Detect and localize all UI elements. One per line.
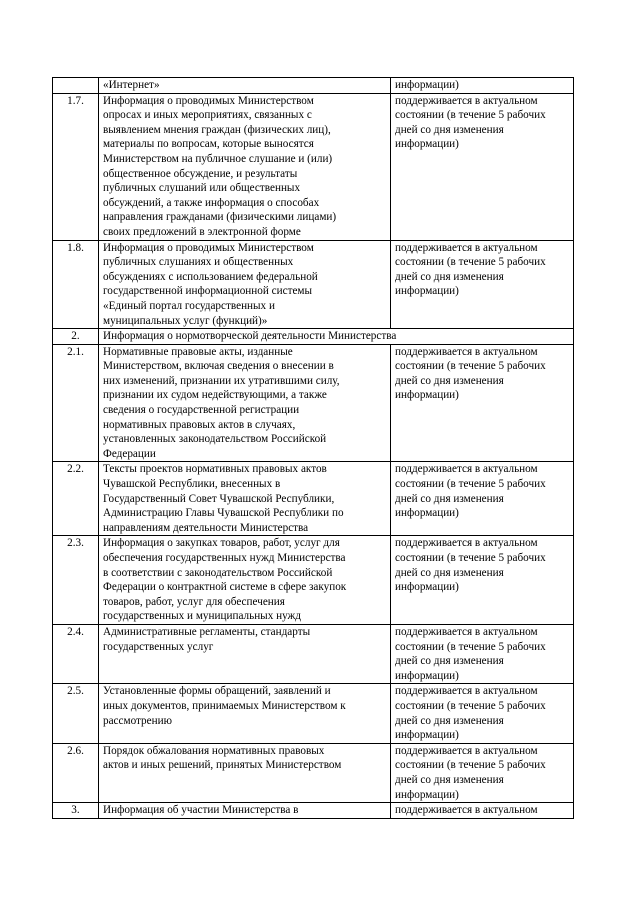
row-number: 2.4. [53, 624, 99, 683]
row-number: 1.7. [53, 93, 99, 240]
row-frequency: поддерживается в актуальном состоянии (в течение 5 рабочих дней со дня изменения информации) [391, 462, 574, 536]
row-number: 2.5. [53, 684, 99, 743]
row-description: Порядок обжалования нормативных правовых актов и иных решений, принятых Министерством [99, 743, 391, 802]
table-row [53, 536, 574, 625]
section-heading: Информация о нормотворческой деятельности Министерства [99, 329, 574, 345]
row-frequency: поддерживается в актуальном состоянии (в течение 5 рабочих дней со дня изменения информации) [391, 684, 574, 743]
row-frequency: поддерживается в актуальном состоянии (в течение 5 рабочих дней со дня изменения информации) [391, 536, 574, 625]
row-number: 2.6. [53, 743, 99, 802]
row-description: Установленные формы обращений, заявлений и иных документов, принимаемых Министерством к рассмотрению [99, 684, 391, 743]
row-frequency: поддерживается в актуальном [391, 803, 574, 819]
row-description: Тексты проектов нормативных правовых актов Чувашской Республики, внесенных в Государственный Совет Чувашской Республики, Администрацию Главы Чувашской Республики по направлениям деятельности Министерства [99, 462, 391, 536]
row-number: 2.1. [53, 344, 99, 462]
row-frequency: поддерживается в актуальном состоянии (в течение 5 рабочих дней со дня изменения информации) [391, 624, 574, 683]
table-row [53, 344, 574, 462]
row-frequency: поддерживается в актуальном состоянии (в течение 5 рабочих дней со дня изменения информации) [391, 93, 574, 240]
row-description: Информация о закупках товаров, работ, услуг для обеспечения государственных нужд Министерства в соответствии с законодательством Российской Федерации о контрактной системе в сфере закупок товаров, работ, услуг для обеспечения государственных и муниципальных нужд [99, 536, 391, 625]
row-number: 2.3. [53, 536, 99, 625]
table-row [53, 684, 574, 743]
information-table [52, 77, 574, 819]
row-description: Информация об участии Министерства в [99, 803, 391, 819]
table-row [53, 93, 574, 240]
table-row [53, 78, 574, 94]
row-description: «Интернет» [99, 78, 391, 94]
row-description: Информация о проводимых Министерством опросах и иных мероприятиях, связанных с выявлением мнения граждан (физических лиц), материалы по вопросам, которые выносятся Министерством на публичное слушание и (или) общественное обсуждение, и результаты публичных слушаний или общественных обсуждений, а также информация о способах направления гражданами (физическими лицами) своих предложений в электронной форме [99, 93, 391, 240]
table-row [53, 803, 574, 819]
row-frequency: поддерживается в актуальном состоянии (в течение 5 рабочих дней со дня изменения информации) [391, 743, 574, 802]
table-row [53, 240, 574, 329]
table-row [53, 624, 574, 683]
table-row [53, 743, 574, 802]
row-frequency: поддерживается в актуальном состоянии (в течение 5 рабочих дней со дня изменения информации) [391, 344, 574, 462]
table-row [53, 462, 574, 536]
row-frequency: информации) [391, 78, 574, 94]
row-number: 2.2. [53, 462, 99, 536]
row-number: 3. [53, 803, 99, 819]
row-number: 2. [53, 329, 99, 345]
row-frequency: поддерживается в актуальном состоянии (в течение 5 рабочих дней со дня изменения информации) [391, 240, 574, 329]
document-page [52, 77, 573, 819]
row-description: Административные регламенты, стандарты государственных услуг [99, 624, 391, 683]
row-description: Нормативные правовые акты, изданные Министерством, включая сведения о внесении в них изменений, признании их утратившими силу, признании их судом недействующими, а также сведения о государственной регистрации нормативных правовых актов в случаях, установленных законодательством Российской Федерации [99, 344, 391, 462]
row-description: Информация о проводимых Министерством публичных слушаниях и общественных обсуждениях с использованием федеральной государственной информационной системы «Единый портал государственных и муниципальных услуг (функций)» [99, 240, 391, 329]
row-number: 1.8. [53, 240, 99, 329]
row-number [53, 78, 99, 94]
section-row [53, 329, 574, 345]
